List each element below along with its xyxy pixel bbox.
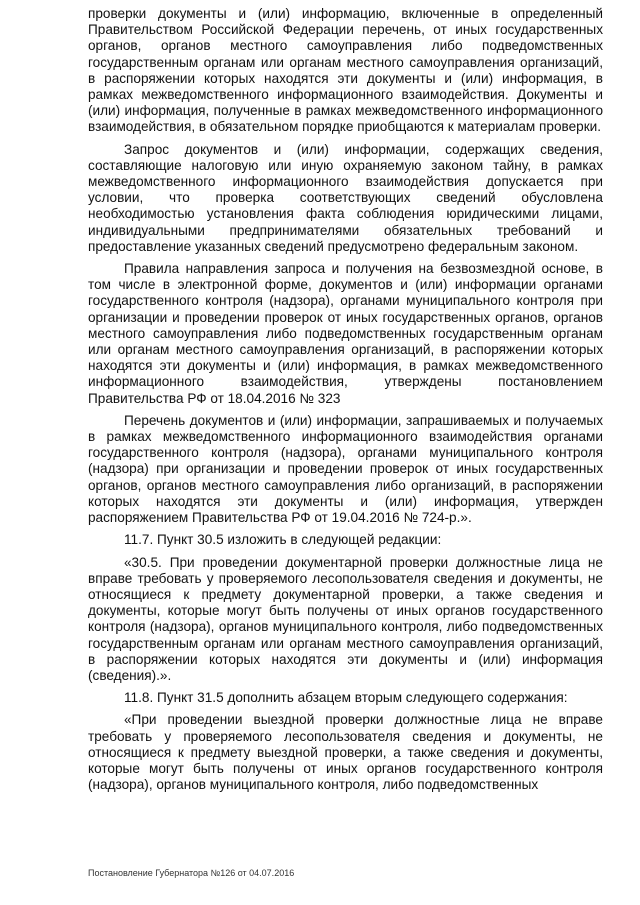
paragraph-item-11-7: 11.7. Пункт 30.5 изложить в следующей редакции: xyxy=(124,532,442,548)
paragraph-item-11-8: 11.8. Пункт 31.5 дополнить абзацем вторым следующего содержания: xyxy=(124,690,568,706)
paragraph-field-inspection: «При проведении выездной проверки должностные лица не вправе требовать у проверяемого лесопользователя сведения и документы, не относящиеся к предмету выездной проверки, а также сведения и документы, которые могут быть получены от иных органов государственного контроля (надзора), органов муниципального контроля, либо подведомственных xyxy=(88,712,603,793)
paragraph-continuation: проверки документы и (или) информацию, включенные в определенный Правительством Российской Федерации перечень, от иных государственных органов, органов местного самоуправления либо подведомственных государственным органам или органам местного самоуправления организаций, в распоряжении которых находятся эти документы и (или) информация, в рамках межведомственного информационного взаимодействия. Документы и (или) информация, полученные в рамках межведомственного информационного взаимодействия, в обязательном порядке приобщаются к материалам проверки. xyxy=(88,6,603,135)
paragraph-documents-list: Перечень документов и (или) информации, запрашиваемых и получаемых в рамках межведомственного информационного взаимодействия органами государственного контроля (надзора), органами муниципального контроля (надзора) при организации и проведении проверок от иных государственных органов, органов местного самоуправления либо организаций, в распоряжении которых находятся эти документы и (или) информация, утвержден распоряжением Правительства РФ от 19.04.2016 № 724-р.». xyxy=(88,412,603,526)
document-page xyxy=(88,6,603,799)
paragraph-point-30-5: «30.5. При проведении документарной проверки должностные лица не вправе требовать у проверяемого лесопользователя сведения и документы, не относящиеся к предмету документарной проверки, а также сведения и документы, которые могут быть получены от иных органов государственного контроля (надзора), органов муниципального контроля, либо подведомственных государственным органам или органам местного самоуправления организаций, в распоряжении которых находятся эти документы и (или) информация (сведения).». xyxy=(88,554,603,683)
page-footer: Постановление Губернатора №126 от 04.07.2016 xyxy=(88,868,295,878)
paragraph-tax-secret-request: Запрос документов и (или) информации, содержащих сведения, составляющие налоговую или иную охраняемую законом тайну, в рамках межведомственного информационного взаимодействия допускается при условии, что проверка соответствующих сведений обусловлена необходимостью установления факта соблюдения юридическими лицами, индивидуальными предпринимателями обязательных требований и предоставление указанных сведений предусмотрено федеральным законом. xyxy=(88,141,603,254)
paragraph-request-rules: Правила направления запроса и получения на безвозмездной основе, в том числе в электронной форме, документов и (или) информации органами государственного контроля (надзора), органами муниципального контроля при организации и проведении проверок от иных государственных органов, органов местного самоуправления либо подведомственных государственным органам или органам местного самоуправления организаций, в распоряжении которых находятся эти документы и (или) информация, в рамках межведомственного информационного взаимодействия, утверждены постановлением Правительства РФ от 18.04.2016 № 323 xyxy=(88,261,603,406)
